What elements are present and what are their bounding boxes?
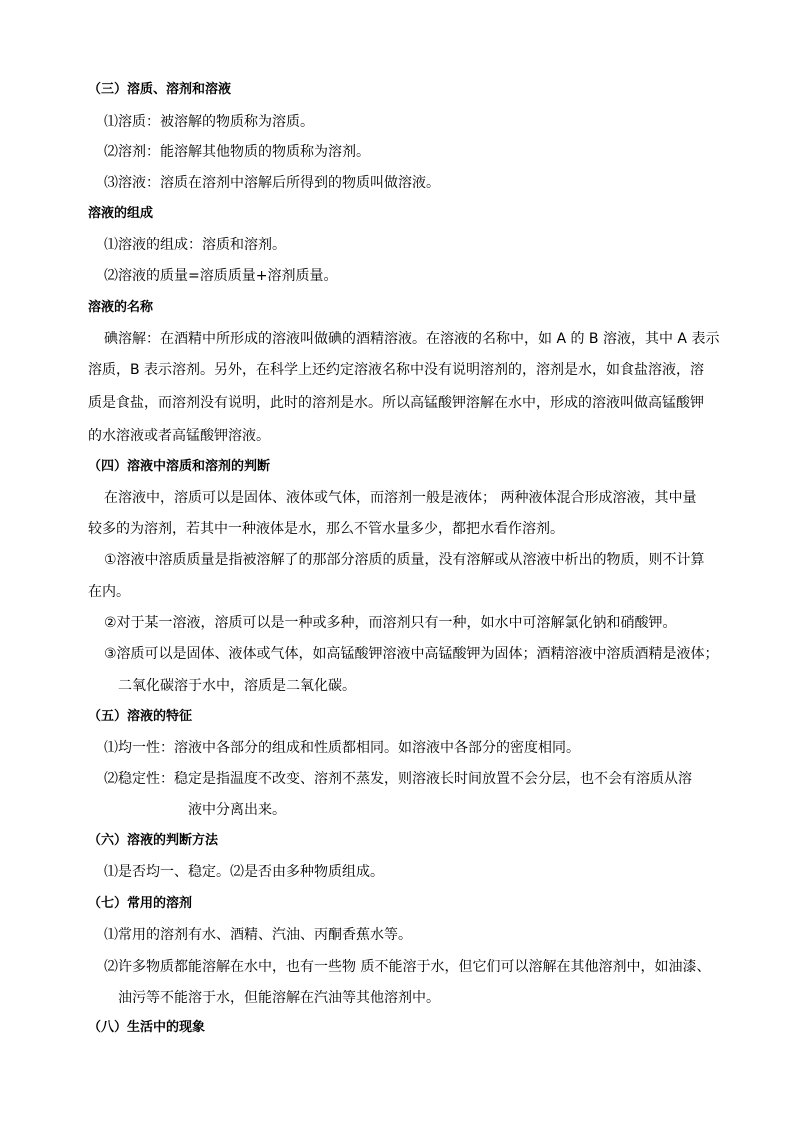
naming-line-2: 溶质，B 表示溶剂。另外，在科学上还约定溶液名称中没有说明溶剂的，溶剂是水，如食盐溶液，溶 (88, 362, 705, 378)
judgement-point-3: ③溶质可以是固体、液体或气体，如高锰酸钾溶液中高锰酸钾为固体；酒精溶液中溶质酒精是液体； (104, 646, 719, 662)
solvents-line-3: 油污等不能溶于水，但能溶解在汽油等其他溶剂中。 (118, 990, 440, 1006)
heading-methods: （六）溶液的判断方法 (88, 833, 219, 848)
naming-line-3: 质是食盐，而溶剂没有说明，此时的溶剂是水。所以高锰酸钾溶解在水中，形成的溶液叫做高锰酸钾 (88, 395, 704, 411)
item-solvent: ⑵溶剂：能溶解其他物质的物质称为溶剂。 (104, 144, 370, 160)
judgement-point-2: ②对于某一溶液，溶质可以是一种或多种，而溶剂只有一种，如水中可溶解氯化钠和硝酸钾。 (104, 615, 677, 631)
feature-stability: ⑵稳定性：稳定是指温度不改变、溶剂不蒸发，则溶液长时间放置不会分层，也不会有溶质从溶 (104, 771, 692, 787)
heading-daily-life: （八）生活中的现象 (88, 1020, 206, 1035)
naming-line-4: 的水溶液或者高锰酸钾溶液。 (88, 428, 270, 444)
methods-line: ⑴是否均一、稳定。⑵是否由多种物质组成。 (104, 864, 384, 880)
heading-naming: 溶液的名称 (88, 300, 154, 315)
heading-features: （五）溶液的特征 (88, 709, 193, 724)
item-mass: ⑵溶液的质量=溶质质量+溶剂质量。 (104, 268, 338, 284)
heading-composition: 溶液的组成 (88, 206, 154, 221)
judgement-point-3-cont: 二氧化碳溶于水中，溶质是二氧化碳。 (118, 678, 356, 694)
heading-common-solvents: （七）常用的溶剂 (88, 896, 193, 911)
feature-stability-cont: 液中分离出来。 (188, 802, 286, 818)
judgement-line-1: 在溶液中，溶质可以是固体、液体或气体，而溶剂一般是液体； 两种液体混合形成溶液，其中量 (104, 490, 697, 506)
judgement-point-1-cont: 在内。 (88, 584, 130, 600)
heading-solute-solvent-solution: （三）溶质、溶剂和溶液 (88, 82, 232, 97)
judgement-point-1: ①溶液中溶质质量是指被溶解了的那部分溶质的质量，没有溶解或从溶液中析出的物质，则不计算 (104, 552, 705, 568)
solvents-line-1: ⑴常用的溶剂有水、酒精、汽油、丙酮香蕉水等。 (104, 927, 412, 943)
item-solute: ⑴溶质：被溶解的物质称为溶质。 (104, 114, 314, 130)
judgement-line-2: 较多的为溶剂，若其中一种液体是水，那么不管水量多少，都把水看作溶剂。 (88, 521, 564, 537)
item-solution: ⑶溶液：溶质在溶剂中溶解后所得到的物质叫做溶液。 (104, 175, 440, 191)
solvents-line-2: ⑵许多物质都能溶解在水中，也有一些物 质不能溶于水，但它们可以溶解在其他溶剂中，如油漆、 (104, 959, 711, 975)
heading-judgement: （四）溶液中溶质和溶剂的判断 (88, 459, 271, 474)
item-composition: ⑴溶液的组成：溶质和溶剂。 (104, 237, 286, 253)
naming-line-1: 碘溶解：在酒精中所形成的溶液叫做碘的酒精溶液。在溶液的名称中，如 A 的 B 溶液，其中 A 表示 (104, 331, 720, 347)
feature-homogeneity: ⑴均一性：溶液中各部分的组成和性质都相同。如溶液中各部分的密度相同。 (104, 740, 580, 756)
